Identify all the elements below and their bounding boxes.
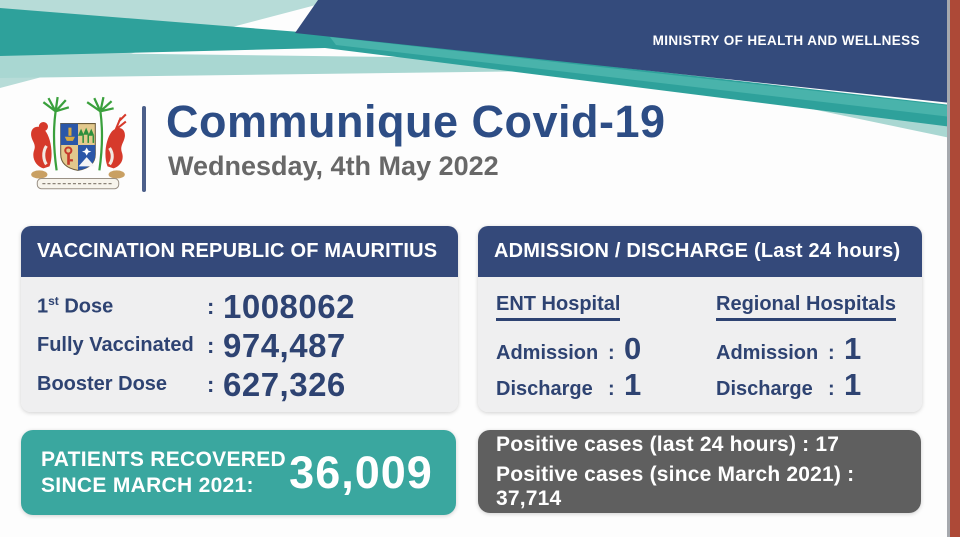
positive-cases-24h: Positive cases (last 24 hours) : 17 [496,432,840,456]
dodo-supporter [31,122,52,168]
ent-hospital-title: ENT Hospital [496,293,620,321]
motto-scroll [37,179,118,189]
mauritius-coat-of-arms-icon [22,95,134,201]
first-dose-value: 1008062 [223,287,355,325]
ent-hospital-column [494,293,700,404]
page-title: Communique Covid-19 [166,96,666,147]
vaccination-card-body [21,277,458,412]
discharge-label: Discharge [496,378,593,401]
regional-admission-row [716,332,906,366]
positive-cases-total: Positive cases (since March 2021) : 37,714 [496,462,855,510]
red-page-edge [950,0,960,537]
colon: : [608,378,615,401]
colon: : [828,378,835,401]
booster-dose-label: Booster Dose [37,373,168,395]
vaccination-card [21,226,458,412]
admission-discharge-card [478,226,922,412]
discharge-label: Discharge [716,378,813,401]
deer-supporter [105,114,125,168]
fully-vaccinated-value: 974,487 [223,326,346,364]
patients-recovered-value: 36,009 [289,446,433,498]
ministry-banner-label: MINISTRY OF HEALTH AND WELLNESS [652,33,920,48]
ent-discharge-row [496,368,700,402]
page-date: Wednesday, 4th May 2022 [168,151,499,181]
vaccination-row-first-dose [37,288,442,326]
ent-discharge-value: 1 [624,367,642,403]
colon: : [207,332,215,358]
ent-admission-value: 0 [624,331,642,366]
fully-vaccinated-label: Fully Vaccinated [37,334,194,356]
regional-admission-value: 1 [844,331,862,366]
vaccination-row-booster-dose [37,366,442,404]
admission-label: Admission [496,342,599,364]
regional-hospitals-title: Regional Hospitals [716,293,896,321]
positive-cases-card [478,430,921,513]
colon: : [608,342,615,364]
admission-discharge-card-title: ADMISSION / DISCHARGE (Last 24 hours) [478,226,922,277]
admission-discharge-card-body [478,277,922,412]
regional-hospitals-column [700,293,906,404]
colon: : [828,342,835,364]
admission-label: Admission [716,342,819,364]
base-right [109,170,125,178]
gray-edge-line [947,0,950,537]
patients-recovered-label: PATIENTS RECOVERED SINCE MARCH 2021: [41,447,286,497]
regional-discharge-value: 1 [844,367,862,403]
base-left [31,170,47,178]
colon: : [207,371,215,397]
patients-recovered-card [21,430,456,515]
booster-dose-value: 627,326 [223,365,346,403]
header-divider [142,106,146,192]
vaccination-card-title: VACCINATION REPUBLIC OF MAURITIUS [21,226,458,277]
ent-admission-row [496,332,700,366]
colon: : [207,293,215,319]
shield [61,124,96,171]
regional-discharge-row [716,368,906,402]
vaccination-row-fully-vaccinated [37,327,442,365]
first-dose-label: 1st Dose [37,294,114,318]
